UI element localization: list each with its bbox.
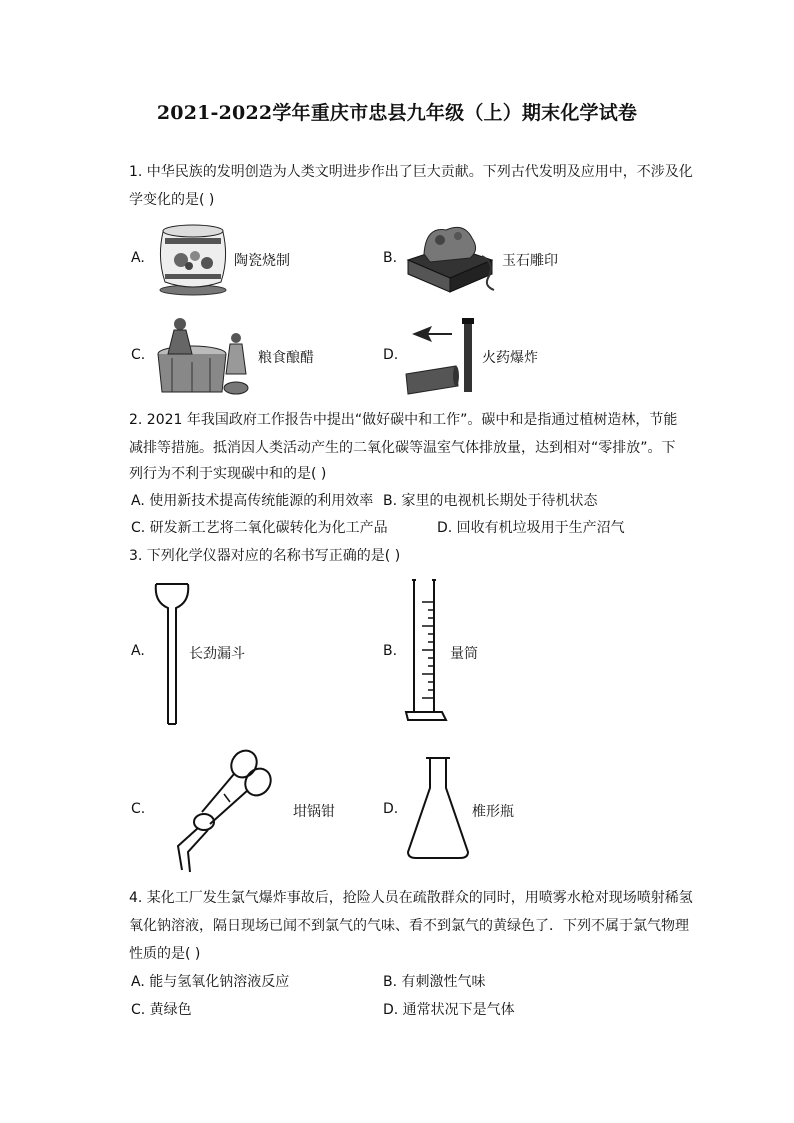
q1-option-b-letter: B.: [383, 250, 398, 266]
q3-option-a-letter: A.: [131, 643, 145, 659]
q1-option-d-letter: D.: [383, 347, 399, 363]
q4-option-c: C. 黄绿色: [131, 1002, 192, 1018]
q3-stem-line1: 3. 下列化学仪器对应的名称书写正确的是( ): [129, 548, 401, 564]
q1-option-b-text: 玉石雕印: [502, 253, 558, 269]
q3-option-b-text: 量筒: [450, 646, 478, 662]
q1-option-d-text: 火药爆炸: [482, 350, 538, 366]
porcelain-jar-icon: [155, 218, 231, 300]
q2-stem-line1: 2. 2021 年我国政府工作报告中提出“做好碳中和工作”。碳中和是指通过植树造林，节能: [129, 412, 678, 428]
q2-option-c: C. 研发新工艺将二氧化碳转化为化工产品: [131, 520, 388, 536]
q3-option-a-text: 长劲漏斗: [189, 646, 245, 662]
q1-stem-line2: 学变化的是( ): [129, 192, 215, 208]
q3-option-d-text: 椎形瓶: [472, 804, 514, 820]
graduated-cylinder-icon: [404, 578, 448, 728]
gunpowder-weapons-icon: [404, 316, 484, 400]
conical-flask-icon: [404, 754, 472, 866]
q4-stem-line3: 性质的是( ): [129, 946, 201, 962]
q4-stem-line2: 氧化钠溶液，隔日现场已闻不到氯气的气味、看不到氯气的黄绿色了．下列不属于氯气物理: [129, 918, 689, 934]
q1-stem-line1: 1. 中华民族的发明创造为人类文明进步作出了巨大贡献。下列古代发明及应用中，不涉及化: [129, 164, 693, 180]
jade-seal-icon: [404, 216, 500, 300]
q3-option-c-text: 坩锅钳: [293, 804, 335, 820]
q3-option-c-letter: C.: [131, 801, 146, 817]
q2-option-d: D. 回收有机垃圾用于生产沼气: [437, 520, 625, 536]
q2-stem-line3: 列行为不利于实现碳中和的是( ): [129, 466, 327, 482]
q4-option-a: A. 能与氢氧化钠溶液反应: [131, 974, 290, 990]
q1-option-a-text: 陶瓷烧制: [234, 253, 290, 269]
crucible-tongs-icon: [158, 742, 274, 880]
q4-option-b: B. 有刺激性气味: [383, 974, 486, 990]
q2-option-b: B. 家里的电视机长期处于待机状态: [383, 493, 598, 509]
long-neck-funnel-icon: [152, 578, 192, 730]
q4-stem-line1: 4. 某化工厂发生氯气爆炸事故后，抢险人员在疏散群众的同时，用喷雾水枪对现场喷射稀氢: [129, 890, 693, 906]
q3-option-b-letter: B.: [383, 643, 398, 659]
q1-option-a-letter: A.: [131, 250, 145, 266]
q2-option-a: A. 使用新技术提高传统能源的利用效率: [131, 493, 374, 509]
q2-stem-line2: 减排等措施。抵消因人类活动产生的二氧化碳等温室气体排放量，达到相对“零排放”。下: [129, 440, 676, 456]
q4-option-d: D. 通常状况下是气体: [383, 1002, 515, 1018]
page-title: 2021-2022学年重庆市忠县九年级（上）期末化学试卷: [156, 102, 638, 124]
q1-option-c-letter: C.: [131, 347, 146, 363]
vinegar-brewing-icon: [152, 314, 252, 400]
q3-option-d-letter: D.: [383, 801, 399, 817]
q1-option-c-text: 粮食酿醋: [258, 350, 314, 366]
